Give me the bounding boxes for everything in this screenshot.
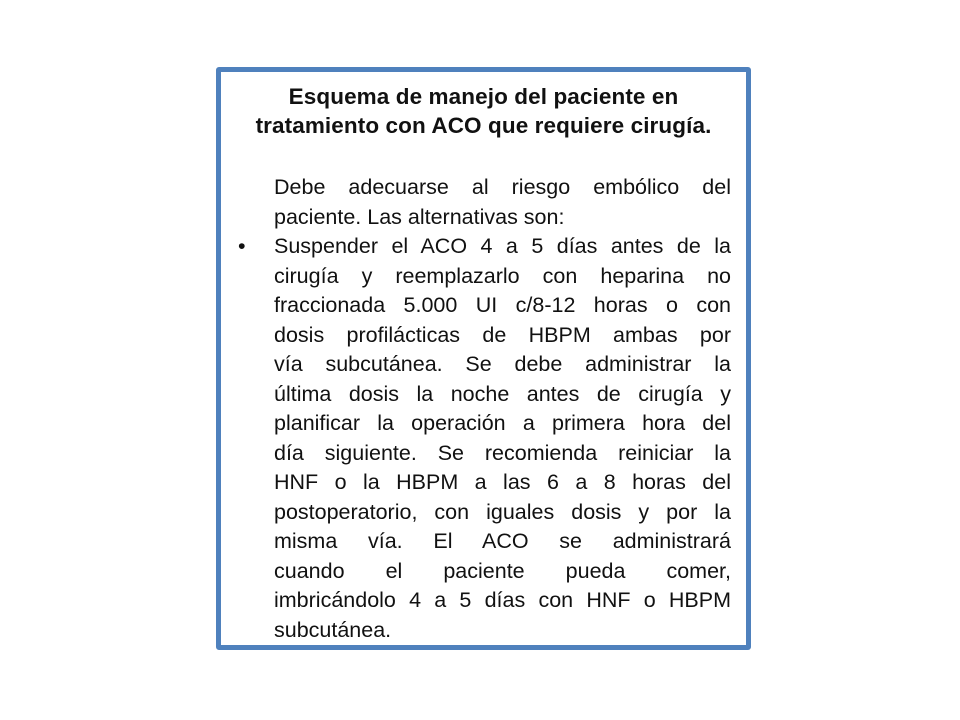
text-box-frame xyxy=(216,67,751,650)
bullet-line: vía subcutánea. Se debe administrar la xyxy=(274,352,731,376)
bullet-line: dosis profilácticas de HBPM ambas por xyxy=(274,322,731,347)
bullet-line: cirugía y reemplazarlo con heparina no xyxy=(274,263,731,288)
bullet-line: HNF o la HBPM a las 6 a 8 horas del xyxy=(274,470,731,494)
bullet-line: fraccionada 5.000 UI c/8-12 horas o con xyxy=(274,293,731,317)
bullet-line: última dosis la noche antes de cirugía y xyxy=(274,381,731,406)
intro-paragraph xyxy=(274,173,731,232)
bullet-line: imbricándolo 4 a 5 días con HNF o HBPM xyxy=(274,588,731,612)
title-line: Esquema de manejo del paciente en xyxy=(288,84,679,109)
bullet-line: día siguiente. Se recomienda reiniciar la xyxy=(274,440,731,465)
bullet-line: postoperatorio, con iguales dosis y por la xyxy=(274,499,731,524)
title-line: tratamiento con ACO que requiere cirugía. xyxy=(255,113,712,138)
document-title xyxy=(221,82,746,140)
intro-line: paciente. Las alternativas son: xyxy=(274,204,565,229)
bullet-line: planificar la operación a primera hora del xyxy=(274,411,731,435)
bullet-line: misma vía. El ACO se administrará xyxy=(274,529,731,553)
bullet-paragraph xyxy=(274,232,731,645)
bullet-line: subcutánea. xyxy=(274,617,392,642)
bullet-line: cuando el paciente pueda comer, xyxy=(274,558,731,583)
intro-line: Debe adecuarse al riesgo embólico del xyxy=(274,175,731,199)
bullet-icon: • xyxy=(238,234,246,258)
bullet-line: Suspender el ACO 4 a 5 días antes de la xyxy=(274,234,731,258)
